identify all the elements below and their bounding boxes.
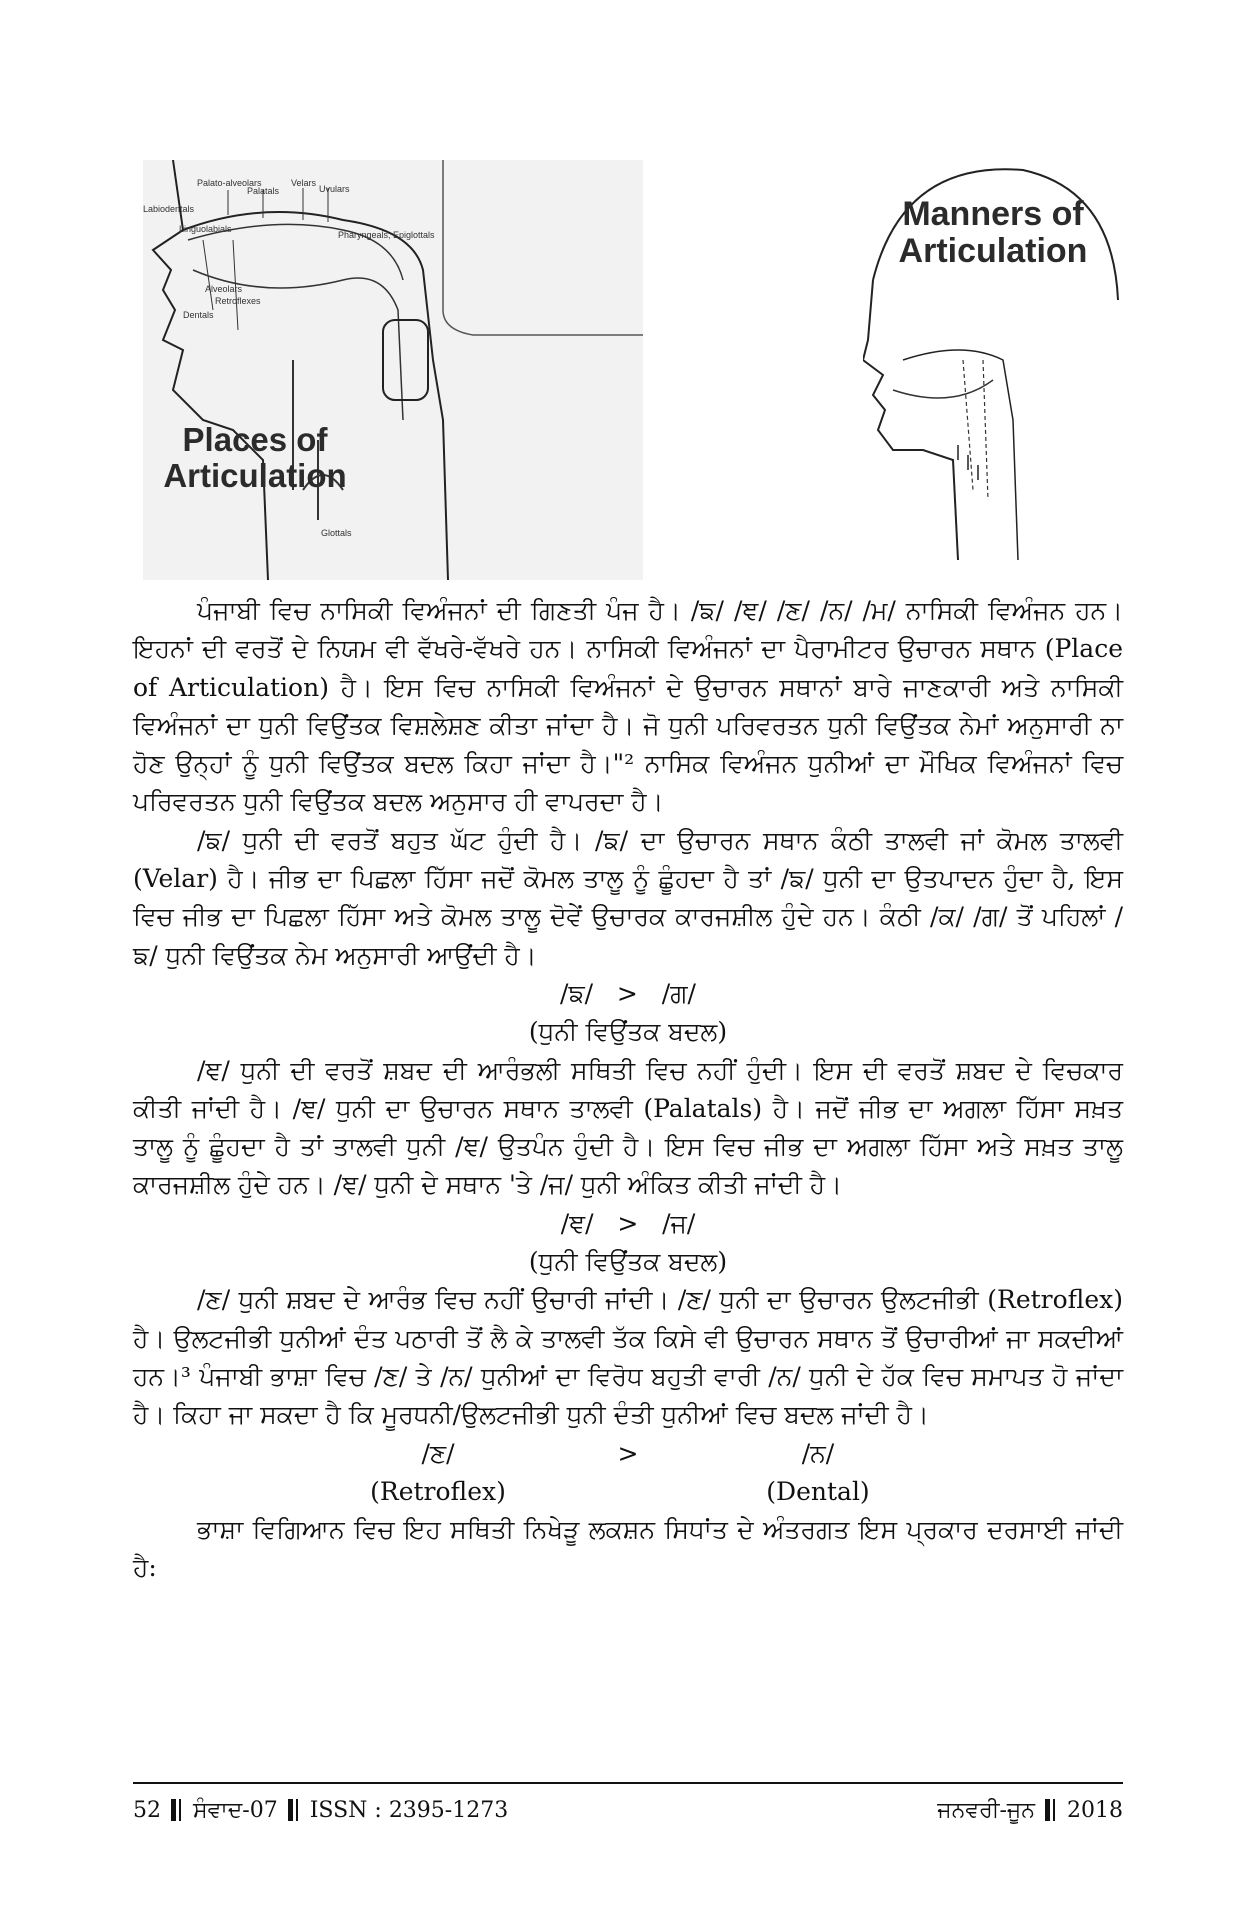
- manners-of-articulation-title: Manners of Articulation: [898, 195, 1088, 270]
- rule-1-label: (ਧੁਨੀ ਵਿਉਂਤਕ ਬਦਲ): [528, 1017, 728, 1047]
- rule-3-right-label: (Dental): [766, 1476, 870, 1506]
- paragraph-1: ਪੰਜਾਬੀ ਵਿਚ ਨਾਸਿਕੀ ਵਿਅੰਜਨਾਂ ਦੀ ਗਿਣਤੀ ਪੰਜ ਹੈ। /ਙ/ /ਞ/ /ਣ/ /ਨ/ /ਮ/ ਨਾਸਿਕੀ ਵਿਅੰਜਨ ਹਨ। ਇਹਨਾਂ ਦੀ ਵਰਤੋਂ ਦੇ ਨਿਯਮ ਵੀ ਵੱਖਰੇ-ਵੱਖਰੇ ਹਨ। ਨਾਸਿਕੀ ਵਿਅੰਜਨਾਂ ਦਾ ਪੈਰਾਮੀਟਰ ਉਚਾਰਨ ਸਥਾਨ (Place of Articulation) ਹੈ। ਇਸ ਵਿਚ ਨਾਸਿਕੀ ਵਿਅੰਜਨਾਂ ਦੇ ਉਚਾਰਨ ਸਥਾਨਾਂ ਬਾਰੇ ਜਾਣਕਾਰੀ ਅਤੇ ਨਾਸਿਕੀ ਵਿਅੰਜਨਾਂ ਦਾ ਧੁਨੀ ਵਿਉਂਤਕ ਵਿਸ਼ਲੇਸ਼ਣ ਕੀਤਾ ਜਾਂਦਾ ਹੈ। ਜੋ ਧੁਨੀ ਪਰਿਵਰਤਨ ਧੁਨੀ ਵਿਉਂਤਕ ਨੇਮਾਂ ਅਨੁਸਾਰੀ ਨਾ ਹੋਣ ਉਨ੍ਹਾਂ ਨੂੰ ਧੁਨੀ ਵਿਉਂਤਕ ਬਦਲ ਕਿਹਾ ਜਾਂਦਾ ਹੈ।"² ਨਾਸਿਕ ਵਿਅੰਜਨ ਧੁਨੀਆਂ ਦਾ ਮੌਖਿਕ ਵਿਅੰਜਨਾਂ ਵਿਚ ਪਰਿਵਰਤਨ ਧੁਨੀ ਵਿਉਂਤਕ ਬਦਲ ਅਨੁਸਾਰ ਹੀ ਵਾਪਰਦਾ ਹੈ।: [133, 596, 1123, 817]
- issn: ISSN : 2395-1273: [309, 1797, 509, 1823]
- label-palato-alveolars: Palato-alveolars: [197, 178, 262, 188]
- rule-3-left: /ਣ/: [421, 1438, 455, 1468]
- head-section-left-drawing: [143, 160, 643, 580]
- issue-year: 2018: [1067, 1797, 1123, 1823]
- label-retroflexes: Retroflexes: [215, 296, 261, 306]
- rule-3-right: /ਨ/: [801, 1438, 835, 1468]
- separator-icon: [171, 1799, 183, 1821]
- rule-2-label: (ਧੁਨੀ ਵਿਉਂਤਕ ਬਦਲ): [528, 1247, 728, 1277]
- label-palatals: Palatals: [247, 186, 280, 196]
- paragraph-3: /ਞ/ ਧੁਨੀ ਦੀ ਵਰਤੋਂ ਸ਼ਬਦ ਦੀ ਆਰੰਭਲੀ ਸਥਿਤੀ ਵਿਚ ਨਹੀਂ ਹੁੰਦੀ। ਇਸ ਦੀ ਵਰਤੋਂ ਸ਼ਬਦ ਦੇ ਵਿਚਕਾਰ ਕੀਤੀ ਜਾਂਦੀ ਹੈ। /ਞ/ ਧੁਨੀ ਦਾ ਉਚਾਰਨ ਸਥਾਨ ਤਾਲਵੀ (Palatals) ਹੈ। ਜਦੋਂ ਜੀਭ ਦਾ ਅਗਲਾ ਹਿੱਸਾ ਸਖ਼ਤ ਤਾਲੂ ਨੂੰ ਛੂੰਹਦਾ ਹੈ ਤਾਂ ਤਾਲਵੀ ਧੁਨੀ /ਞ/ ਉਤਪੰਨ ਹੁੰਦੀ ਹੈ। ਇਸ ਵਿਚ ਜੀਭ ਦਾ ਅਗਲਾ ਹਿੱਸਾ ਅਤੇ ਸਖ਼ਤ ਤਾਲੂ ਕਾਰਜਸ਼ੀਲ ਹੁੰਦੇ ਹਨ। /ਞ/ ਧੁਨੀ ਦੇ ਸਥਾਨ 'ਤੇ /ਜ/ ਧੁਨੀ ਅੰਕਿਤ ਕੀਤੀ ਜਾਂਦੀ ਹੈ।: [133, 1055, 1123, 1200]
- body-text: [133, 592, 1123, 1588]
- rule-3-spacer: [568, 1473, 688, 1511]
- footer-right: [937, 1798, 1123, 1823]
- articulation-figure: [143, 160, 1123, 580]
- paragraph-5: ਭਾਸ਼ਾ ਵਿਗਿਆਨ ਵਿਚ ਇਹ ਸਥਿਤੀ ਨਿਖੇੜੂ ਲਕਸ਼ਨ ਸਿਧਾਂਤ ਦੇ ਅੰਤਰਗਤ ਇਸ ਪ੍ਰਕਾਰ ਦਰਸਾਈ ਜਾਂਦੀ ਹੈ:: [133, 1515, 1123, 1583]
- separator-icon: [288, 1799, 300, 1821]
- places-of-articulation-title: Places of Articulation: [163, 421, 347, 494]
- label-glottals: Glottals: [321, 528, 352, 538]
- label-velars: Velars: [291, 178, 317, 188]
- journal-name: ਸੰਵਾਦ-07: [193, 1797, 278, 1823]
- issue-period: ਜਨਵਰੀ-ਜੂਨ: [937, 1797, 1035, 1823]
- label-dentals: Dentals: [183, 310, 214, 320]
- footer-divider: [133, 1782, 1123, 1784]
- rule-3-left-label: (Retroflex): [370, 1476, 506, 1506]
- label-pharyngeals: Pharyngeals, Epiglottals: [338, 230, 435, 240]
- paragraph-4: /ਣ/ ਧੁਨੀ ਸ਼ਬਦ ਦੇ ਆਰੰਭ ਵਿਚ ਨਹੀਂ ਉਚਾਰੀ ਜਾਂਦੀ। /ਣ/ ਧੁਨੀ ਦਾ ਉਚਾਰਨ ਉਲਟਜੀਭੀ (Retroflex) ਹੈ। ਉਲਟਜੀਭੀ ਧੁਨੀਆਂ ਦੰਤ ਪਠਾਰੀ ਤੋਂ ਲੈ ਕੇ ਤਾਲਵੀ ਤੱਕ ਕਿਸੇ ਵੀ ਉਚਾਰਨ ਸਥਾਨ ਤੋਂ ਉਚਾਰੀਆਂ ਜਾ ਸਕਦੀਆਂ ਹਨ।³ ਪੰਜਾਬੀ ਭਾਸ਼ਾ ਵਿਚ /ਣ/ ਤੇ /ਨ/ ਧੁਨੀਆਂ ਦਾ ਵਿਰੋਧ ਬਹੁਤੀ ਵਾਰੀ /ਨ/ ਧੁਨੀ ਦੇ ਹੱਕ ਵਿਚ ਸਮਾਪਤ ਹੋ ਜਾਂਦਾ ਹੈ। ਕਿਹਾ ਜਾ ਸਕਦਾ ਹੈ ਕਿ ਮੂਰਧਨੀ/ਉਲਟਜੀਭੀ ਧੁਨੀ ਦੰਤੀ ਧੁਨੀਆਂ ਵਿਚ ਬਦਲ ਜਾਂਦੀ ਹੈ।: [133, 1285, 1123, 1430]
- rule-1: /ਙ/ > /ਗ/: [560, 978, 696, 1008]
- label-uvulars: Uvulars: [319, 184, 350, 194]
- places-of-articulation-diagram: [143, 160, 643, 580]
- page-footer: [133, 1792, 1123, 1828]
- rule-3-labels: [133, 1473, 1123, 1511]
- paragraph-2: /ਙ/ ਧੁਨੀ ਦੀ ਵਰਤੋਂ ਬਹੁਤ ਘੱਟ ਹੁੰਦੀ ਹੈ। /ਙ/ ਦਾ ਉਚਾਰਨ ਸਥਾਨ ਕੰਠੀ ਤਾਲਵੀ ਜਾਂ ਕੋਮਲ ਤਾਲਵੀ (Velar) ਹੈ। ਜੀਭ ਦਾ ਪਿਛਲਾ ਹਿੱਸਾ ਜਦੋਂ ਕੋਮਲ ਤਾਲੂ ਨੂੰ ਛੂੰਹਦਾ ਹੈ ਤਾਂ /ਙ/ ਧੁਨੀ ਦਾ ਉਤਪਾਦਨ ਹੁੰਦਾ ਹੈ, ਇਸ ਵਿਚ ਜੀਭ ਦਾ ਪਿਛਲਾ ਹਿੱਸਾ ਅਤੇ ਕੋਮਲ ਤਾਲੂ ਦੋਵੇਂ ਉਚਾਰਕ ਕਾਰਜਸ਼ੀਲ ਹੁੰਦੇ ਹਨ। ਕੰਠੀ /ਕ/ /ਗ/ ਤੋਂ ਪਹਿਲਾਂ /ਙ/ ਧੁਨੀ ਵਿਉਂਤਕ ਨੇਮ ਅਨੁਸਾਰੀ ਆਉਂਦੀ ਹੈ।: [133, 825, 1123, 970]
- rule-3: [133, 1435, 1123, 1473]
- rule-3-arrow: >: [617, 1438, 639, 1468]
- label-alveolars: Alveolars: [205, 284, 243, 294]
- rule-2: /ਞ/ > /ਜ/: [560, 1208, 696, 1238]
- separator-icon: [1045, 1799, 1057, 1821]
- label-labiodentals: Labiodentals: [143, 204, 195, 214]
- label-linguolabials: Linguolabials: [179, 224, 232, 234]
- page-number: 52: [133, 1797, 161, 1823]
- footer-left: [133, 1798, 508, 1823]
- manners-of-articulation-diagram: [863, 160, 1123, 560]
